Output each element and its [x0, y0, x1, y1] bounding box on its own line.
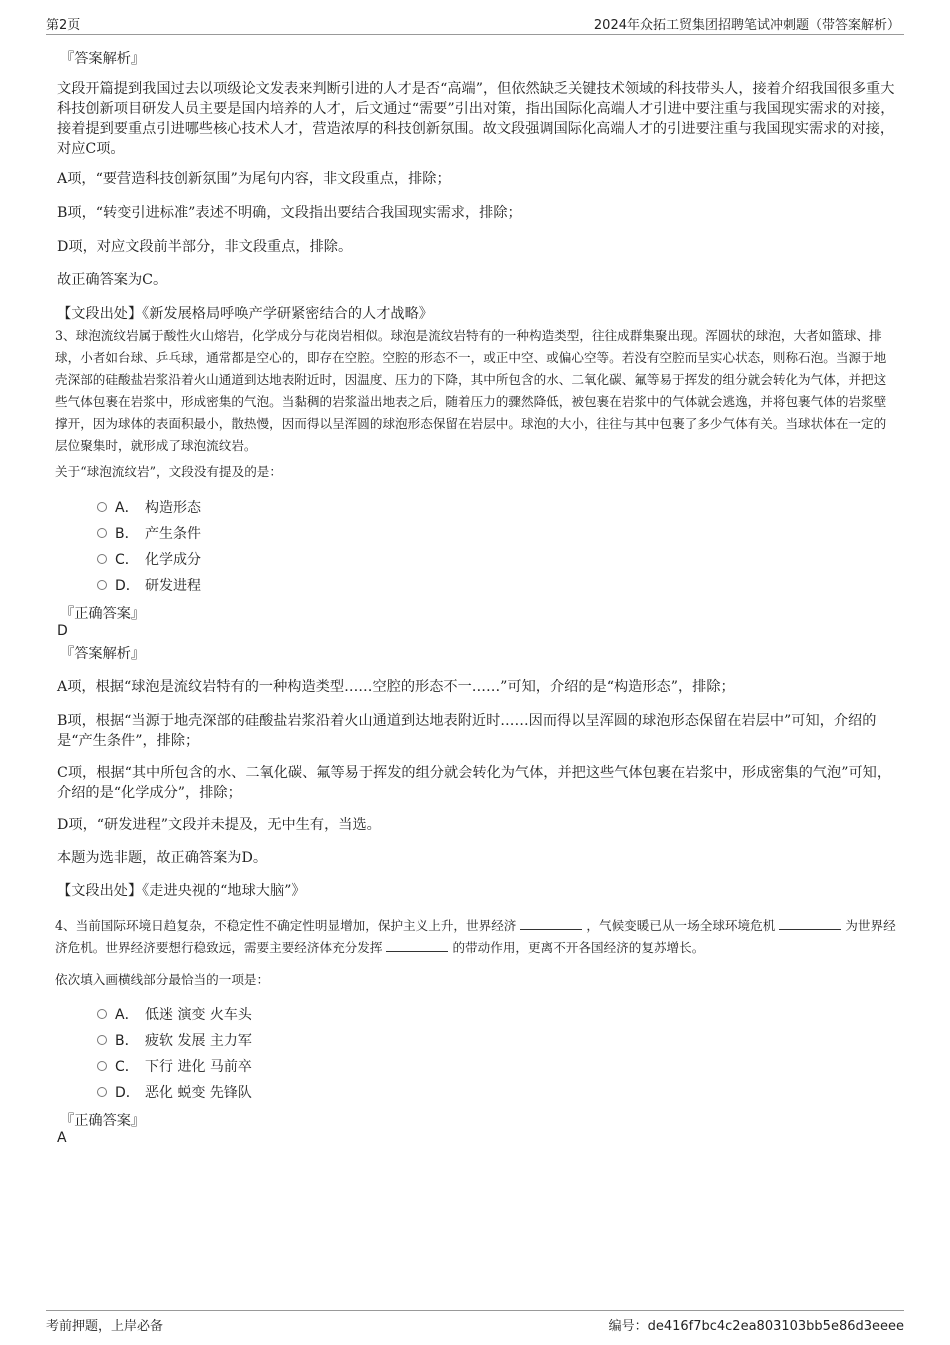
q2-analysis-d: D项，对应文段前半部分，非文段重点，排除。 [57, 239, 353, 255]
radio-icon[interactable] [97, 1061, 107, 1071]
q3-correct-answer: D [57, 623, 68, 639]
q3-option-a[interactable]: A． 构造形态 [97, 498, 201, 518]
q3-analysis-tag: 『答案解析』 [60, 646, 146, 662]
q4-option-d[interactable]: D． 恶化 蜕变 先锋队 [97, 1083, 252, 1103]
document-title: 2024年众拓工贸集团招聘笔试冲刺题（带答案解析） [593, 18, 900, 33]
q3-conclusion: 本题为选非题，故正确答案为D。 [57, 850, 268, 866]
q2-analysis-a: A项，“要营造科技创新氛围”为尾句内容，非文段重点，排除； [57, 171, 451, 187]
q2-conclusion: 故正确答案为C。 [57, 272, 168, 288]
q3-source: 【文段出处】《走进央视的“地球大脑”》 [57, 883, 306, 899]
q3-analysis-b: B项，根据“当源于地壳深部的硅酸盐岩浆沿着火山通道到达地表附近时……因而得以呈浑圆的球泡形态保留在岩层中”可知，介绍的是“产生条件”，排除； [57, 713, 877, 749]
q3-option-c[interactable]: C． 化学成分 [97, 550, 201, 570]
radio-icon[interactable] [97, 1035, 107, 1045]
radio-icon[interactable] [97, 1087, 107, 1097]
q3-correct-tag: 『正确答案』 [60, 606, 146, 622]
page-footer [46, 1310, 904, 1335]
q3-analysis-c: C项，根据“其中所包含的水、二氧化碳、氟等易于挥发的组分就会转化为气体，并把这些气体包裹在岩浆中，形成密集的气泡”可知，介绍的是“化学成分”，排除； [57, 765, 892, 801]
radio-icon[interactable] [97, 528, 107, 538]
page-header [46, 14, 904, 35]
radio-icon[interactable] [97, 502, 107, 512]
q3-question: 关于“球泡流纹岩”，文段没有提及的是： [55, 464, 282, 479]
q4-option-b[interactable]: B． 疲软 发展 主力军 [97, 1031, 252, 1051]
page-number: 第2页 [46, 18, 81, 33]
q3-analysis-a: A项，根据“球泡是流纹岩特有的一种构造类型……空腔的形态不一……”可知，介绍的是“构造形态”，排除； [57, 679, 735, 695]
blank-2 [779, 917, 841, 930]
radio-icon[interactable] [97, 580, 107, 590]
q3-analysis-d: D项，“研发进程”文段并未提及，无中生有，当选。 [57, 817, 381, 833]
document-code: 编号：de416f7bc4c2ea803103bb5e86d3eeee [608, 1319, 904, 1334]
q2-analysis-tag: 『答案解析』 [60, 51, 146, 67]
blank-3 [386, 939, 448, 952]
footer-slogan: 考前押题，上岸必备 [46, 1319, 164, 1334]
q2-source: 【文段出处】《新发展格局呼唤产学研紧密结合的人才战略》 [57, 306, 433, 322]
q4-option-c[interactable]: C． 下行 进化 马前卒 [97, 1057, 252, 1077]
radio-icon[interactable] [97, 554, 107, 564]
q2-analysis-b: B项，“转变引进标准”表述不明确，文段指出要结合我国现实需求，排除； [57, 205, 522, 221]
q2-analysis-main: 文段开篇提到我国过去以项级论文发表来判断引进的人才是否“高端”，但依然缺乏关键技术领域的科技带头人，接着介绍我国很多重大科技创新项目研发人员主要是国内培养的人才，后文通过“需要”引出对策，指出国际化高端人才引进中要注重与我国现实需求的对接，接着提到要重点引进哪些核心技术人才，营造浓厚的科技创新氛围。故文段强调国际化高端人才的引进要注重与我国现实需求的对接，对应C项。 [57, 81, 895, 157]
radio-icon[interactable] [97, 1009, 107, 1019]
q4-correct-tag: 『正确答案』 [60, 1113, 146, 1129]
q4-passage: 4、当前国际环境日趋复杂，不稳定性不确定性明显增加，保护主义上升，世界经济 ，气候变暖已从一场全球环境危机 为世界经济危机。世界经济要想行稳致远，需要主要经济体充分发挥 的带动作用，更离不开各国经济的复苏增长。 [55, 918, 896, 955]
q3-passage: 3、球泡流纹岩属于酸性火山熔岩，化学成分与花岗岩相似。球泡是流纹岩特有的一种构造类型，往往成群集聚出现。浑圆状的球泡，大者如篮球、排球，小者如台球、乒乓球，通常都是空心的，即存在空腔。空腔的形态不一，或正中空、或偏心空等。若没有空腔而呈实心状态，则称石泡。当源于地壳深部的硅酸盐岩浆沿着火山通道到达地表附近时，因温度、压力的下降，其中所包含的水、二氧化碳、氟等易于挥发的组分就会转化为气体，并把这些气体包裹在岩浆中，形成密集的气泡。当黏稠的岩浆溢出地表之后，随着压力的骤然降低，被包裹在岩浆中的气体就会逃逸，并将包裹气体的岩浆壁撑开，因为球体的表面积最小，散热慢，因而得以呈浑圆的球泡形态保留在岩层中。球泡的大小，往往与其中包裹了多少气体有关。当球状体在一定的层位聚集时，就形成了球泡流纹岩。 [55, 328, 887, 453]
q4-correct-answer: A [57, 1130, 67, 1146]
blank-1 [520, 917, 582, 930]
q4-option-a[interactable]: A． 低迷 演变 火车头 [97, 1005, 252, 1025]
q4-question: 依次填入画横线部分最恰当的一项是： [55, 972, 270, 987]
q3-option-b[interactable]: B． 产生条件 [97, 524, 201, 544]
q3-option-d[interactable]: D． 研发进程 [97, 576, 201, 596]
